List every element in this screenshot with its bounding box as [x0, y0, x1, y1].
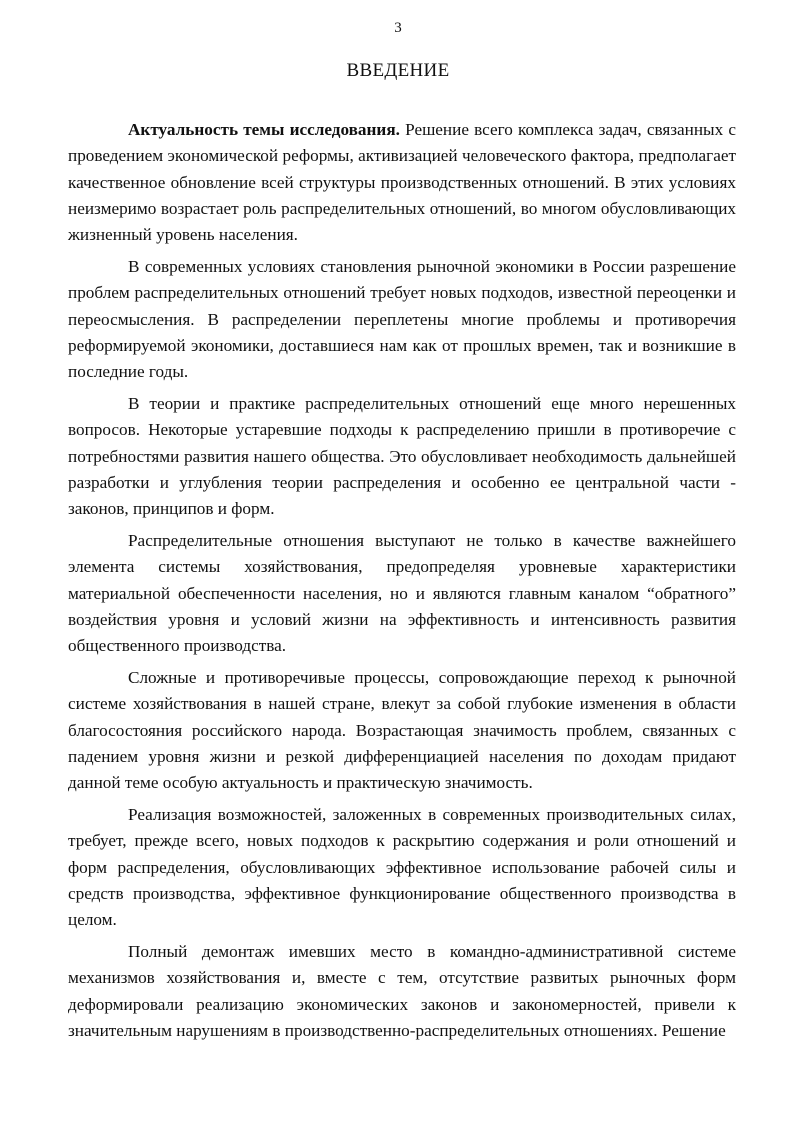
- document-body: [68, 117, 736, 1050]
- paragraph: Полный демонтаж имевших место в командно-административной системе механизмов хозяйствования и, вместе с тем, отсутствие развитых рыночных форм деформировали реализацию экономических законов и закономерностей, привели к значительным нарушениям в производственно-распределительных отношениях. Решение: [68, 941, 736, 1040]
- paragraph: В теории и практике распределительных отношений еще много нерешенных вопросов. Некоторые устаревшие подходы к распределению пришли в противоречие с потребностями развития нашего общества. Это обусловливает необходимость дальнейшей разработки и углубления теории распределения и особенно ее центральной части - законов, принципов и форм.: [68, 393, 736, 519]
- lead-term: Актуальность темы исследования.: [128, 120, 400, 139]
- paragraph-relevance: [68, 117, 736, 248]
- page-number: 3: [394, 20, 402, 36]
- section-heading: ВВЕДЕНИЕ: [346, 60, 450, 81]
- paragraph: Сложные и противоречивые процессы, сопровождающие переход к рыночной системе хозяйствования в нашей стране, влекут за собой глубокие изменения в области благосостояния российского народа. Возрастающая значимость проблем, связанных с падением уровня жизни и резкой дифференциацией населения по доходам придают данной теме особую актуальность и практическую значимость.: [68, 667, 736, 793]
- paragraph: Реализация возможностей, заложенных в современных производительных силах, требует, прежде всего, новых подходов к раскрытию содержания и роли отношений и форм распределения, обусловливающих эффективное использование рабочей силы и средств производства, эффективное функционирование общественного производства в целом.: [68, 804, 736, 930]
- paragraph: В современных условиях становления рыночной экономики в России разрешение проблем распределительных отношений требует новых подходов, известной переоценки и переосмысления. В распределении переплетены многие проблемы и противоречия реформируемой экономики, доставшиеся нам как от прошлых времен, так и возникшие в последние годы.: [68, 256, 736, 382]
- paragraph-text: Решение всего комплекса задач, связанных с проведением экономической реформы, активизацией человеческого фактора, предполагает качественное обновление всей структуры производственных отношений. В этих условиях неизмеримо возрастает роль распределительных отношений, во многом обусловливающих жизненный уровень населения.: [68, 120, 737, 245]
- paragraph: Распределительные отношения выступают не только в качестве важнейшего элемента системы хозяйствования, предопределяя уровневые характеристики материальной обеспеченности населения, но и являются главным каналом “обратного” воздействия уровня и условий жизни на эффективность и интенсивность развития общественного производства.: [68, 530, 736, 656]
